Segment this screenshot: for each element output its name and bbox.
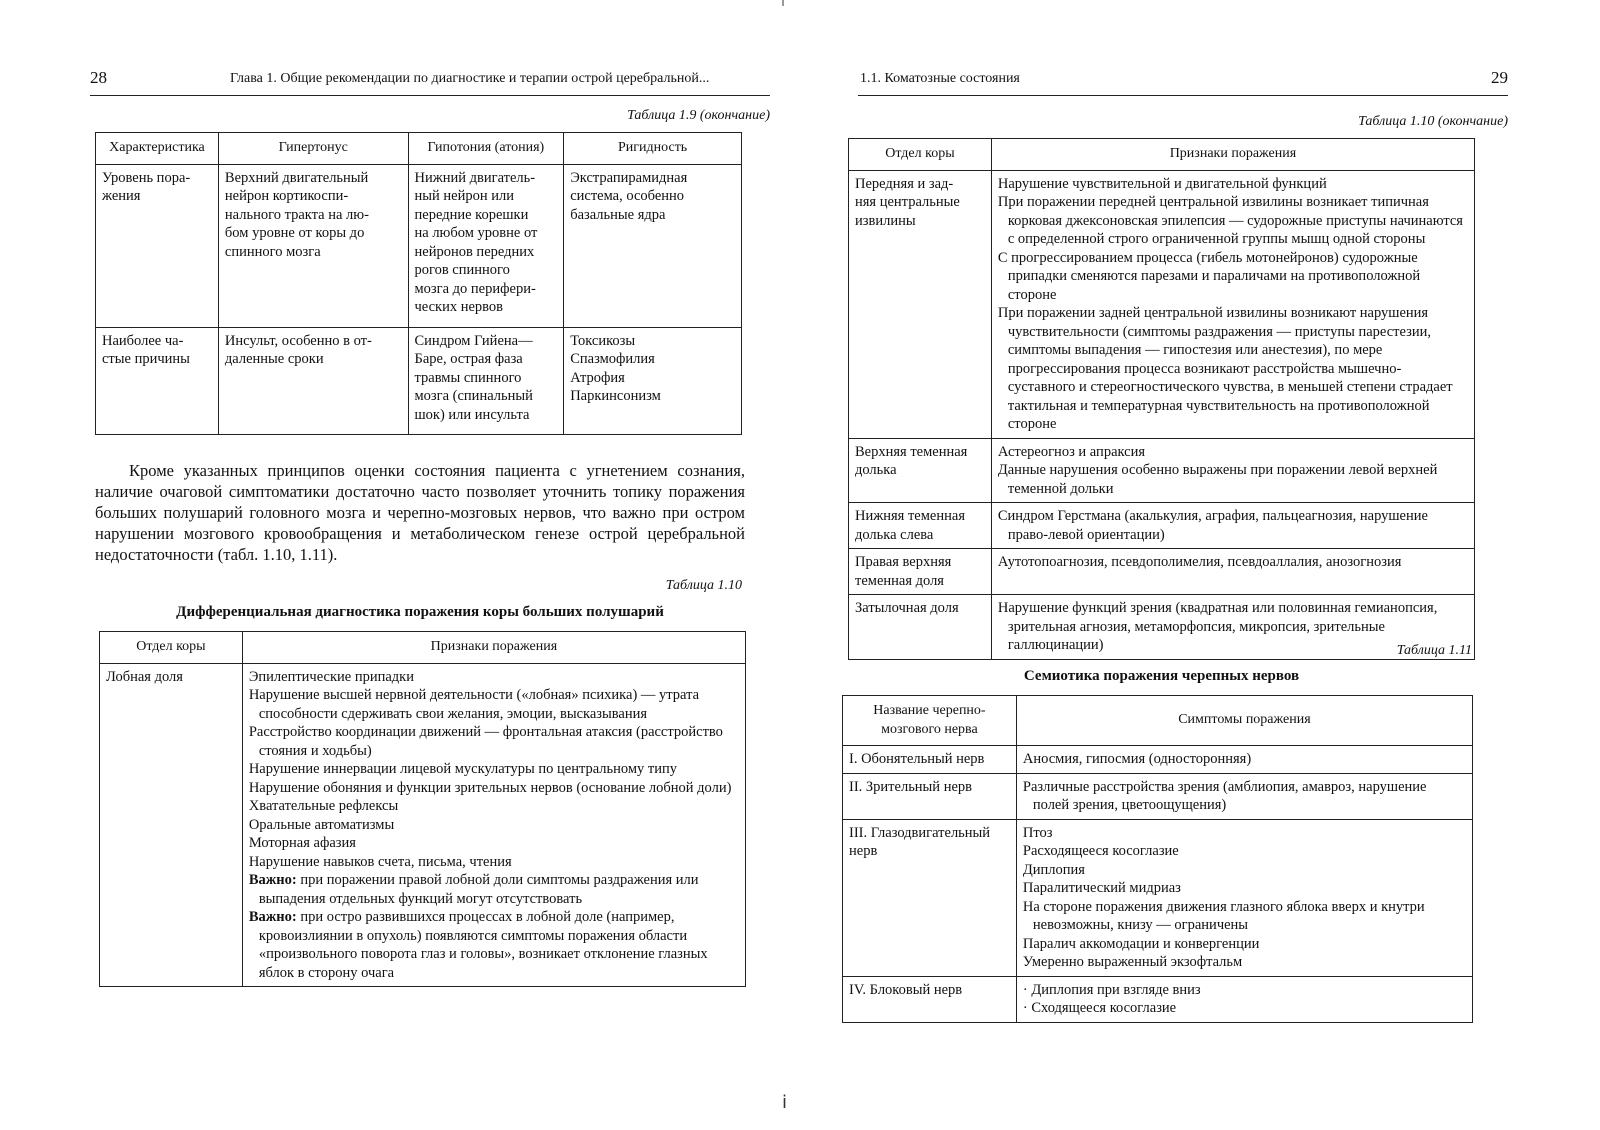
table-row — [96, 164, 742, 327]
cell-line: ный нейрон или — [414, 188, 514, 204]
running-title: 1.1. Коматозные состояния — [860, 71, 1020, 86]
sign-item — [249, 723, 739, 760]
symptom-item: · Сходящееся косоглазие — [1022, 1000, 1177, 1016]
symptom-item: Расходящееся косоглазие — [1022, 843, 1179, 859]
important-label: Важно: — [248, 909, 297, 925]
cell-line: базальные ядра — [570, 206, 666, 223]
table-cell — [843, 773, 1017, 819]
cell-line: Уровень пора- — [102, 169, 191, 186]
running-head-right — [858, 66, 1508, 96]
table-cell — [843, 976, 1017, 1022]
table-title: Дифференциальная диагностика поражения коры больших полушарий — [176, 604, 664, 620]
cell-line: III. Глазодвигательный — [849, 824, 991, 841]
sign-item — [249, 797, 739, 816]
sign-item — [249, 908, 739, 982]
column-header: Гипертонус — [218, 133, 408, 165]
cell-line: Атрофия — [570, 369, 625, 386]
table-cell — [843, 819, 1017, 976]
table-cell — [218, 164, 408, 327]
cell-line: Баре, острая фаза — [414, 351, 523, 367]
cell-line: Паркинсонизм — [570, 388, 661, 404]
table-1-10-end — [848, 138, 1475, 660]
table-cell — [96, 327, 219, 435]
cell-line: Токсикозы — [570, 332, 636, 349]
cell-line: на любом уровне от — [414, 225, 538, 241]
table-cell — [96, 164, 219, 327]
column-header: Признаки поражения — [242, 632, 745, 664]
cell-line: Синдром Гийена— — [414, 332, 533, 349]
column-header: Гипотония (атония) — [408, 133, 564, 165]
body-paragraph: Кроме указанных принципов оценки состояния пациента с угнетением сознания, наличие очаговой симптоматики достаточно часто позволяет уточнить топику поражения больших полушарий головного мозга и черепно-мозговых нервов, что важно при остром нарушении мозгового кровообращения и метаболическом генезе острой церебральной недостаточности (табл. 1.10, 1.11). — [95, 461, 745, 564]
sign-item — [249, 686, 739, 723]
cell-line: Нижний двигатель- — [414, 169, 536, 186]
column-header: Отдел коры — [849, 139, 992, 171]
right-page — [849, 0, 1508, 1130]
sign-item: Нарушение функций зрения (квадратная или половинная гемианопсия, зрительная агнозия, метаморфопсия, микропсия, зрительные галлюцинации) — [997, 600, 1438, 653]
sign-text: Хватательные рефлексы — [248, 798, 399, 814]
sign-text: Оральные автоматизмы — [248, 816, 395, 833]
table-row — [843, 976, 1473, 1022]
table-caption: Таблица 1.9 (окончание) — [627, 108, 770, 123]
cell-line: Верхняя теменная — [855, 443, 968, 460]
cell-line: ческих нервов — [414, 299, 503, 315]
sign-text: Нарушение иннервации лицевой мускулатуры по центральному типу — [248, 761, 678, 777]
table-caption: Таблица 1.10 — [665, 578, 742, 593]
cell-line: Верхний двигательный — [224, 169, 369, 186]
table-row — [96, 327, 742, 435]
cell-line: извилины — [855, 212, 916, 229]
symptom-item: Аносмия, гипосмия (односторонняя) — [1022, 751, 1252, 767]
column-header: Отдел коры — [100, 632, 243, 664]
sign-item: При поражении передней центральной извилины возникает типичная корковая джексоновская эпилепсия — судорожные приступы начинаются с определенной строго ограниченной группы мышц одной стороны — [997, 194, 1463, 247]
running-title: Глава 1. Общие рекомендации по диагностике и терапии острой церебральной... — [230, 71, 710, 86]
symptom-item: Диплопия — [1022, 861, 1085, 878]
cell-line: Инсульт, особенно в от- — [224, 332, 372, 349]
symptom-item: Различные расстройства зрения (амблиопия, амавроз, нарушение полей зрения, цветоощущения) — [1022, 778, 1427, 813]
sign-text: при остро развившихся процессах в лобной доле (например, кровоизлиянии в опухоль) появляются симптомы поражения области «произвольного поворота глаз и головы», возникает отклонение глазных яблок в сторону очага — [258, 909, 708, 981]
table-row — [849, 170, 1475, 438]
left-page — [90, 0, 770, 1130]
cell-line: II. Зрительный нерв — [849, 778, 972, 795]
table-row — [843, 819, 1473, 976]
cell-line: нейронов передних — [414, 243, 535, 260]
sign-item: Синдром Герстмана (акалькулия, аграфия, пальцеагнозия, нарушение право-левой ориентации) — [997, 508, 1428, 543]
cell-line: Передняя и зад- — [855, 175, 954, 192]
cell-line: мозга (спинальный — [414, 388, 533, 404]
table-cell — [849, 549, 992, 595]
cell-line: Затылочная доля — [855, 600, 959, 616]
cell-line: няя центральные — [855, 194, 960, 210]
column-header: Характеристика — [96, 133, 219, 165]
sign-text: при поражении правой лобной доли симптомы раздражения или выпадения отдельных функций могут отсутствовать — [258, 872, 699, 907]
cell-line: спинного мозга — [224, 243, 321, 260]
table-cell — [849, 595, 992, 660]
cell-line: система, особенно — [570, 188, 685, 204]
column-header: Признаки поражения — [991, 139, 1474, 171]
table-cell — [1016, 976, 1472, 1022]
table-cell — [991, 438, 1474, 503]
cell-line: стые причины — [102, 351, 190, 367]
cell-line: долька слева — [855, 526, 934, 543]
table-row — [100, 663, 746, 987]
cell-line: долька — [855, 462, 897, 478]
sign-item: С прогрессированием процесса (гибель мотонейронов) судорожные припадки сменяются парезами и параличами на противоположной стороне — [997, 249, 1421, 303]
table-cell — [242, 663, 745, 987]
table-1-10 — [99, 631, 746, 987]
sign-item — [249, 760, 739, 779]
page-number: 28 — [90, 68, 107, 87]
cell-line: мозга до перифери- — [414, 280, 536, 297]
cell-line: даленные сроки — [224, 351, 324, 367]
table-cell — [1016, 773, 1472, 819]
table-1-11 — [842, 695, 1473, 1023]
important-label: Важно: — [248, 872, 297, 888]
sign-item — [249, 834, 739, 853]
sign-item: При поражении задней центральной извилины возникают нарушения чувствительности (симптомы раздражения — приступы парестезии, симптомы выпадения — гипостезия или анестезия), по мере прогрессирования процесса возникают расстройства мышечно-суставного и стереогностического чувства, в меньшей степени страдает тактильная и температурная чувствительность на противоположной стороне — [997, 305, 1453, 432]
table-row — [849, 438, 1475, 503]
table-cell — [991, 549, 1474, 595]
table-cell — [843, 746, 1017, 774]
table-1-9 — [95, 132, 742, 435]
table-row — [849, 503, 1475, 549]
sign-item — [249, 668, 739, 687]
table-cell: Лобная доля — [100, 663, 243, 987]
cell-line: Нижняя теменная — [855, 508, 965, 524]
column-header: Ригидность — [564, 133, 742, 165]
table-cell — [849, 438, 992, 503]
table-cell — [849, 170, 992, 438]
table-cell — [564, 327, 742, 435]
table-cell — [564, 164, 742, 327]
table-cell — [1016, 746, 1472, 774]
symptom-item: Умеренно выраженный экзофтальм — [1022, 954, 1243, 970]
sign-item — [249, 871, 739, 908]
sign-text: Расстройство координации движений — фронтальная атаксия (расстройство стояния и ходьбы) — [248, 724, 723, 759]
cell-line: травмы спинного — [414, 369, 522, 386]
column-header: Симптомы поражения — [1016, 696, 1472, 746]
cell-line: нального тракта на лю- — [224, 206, 369, 223]
cell-line: жения — [102, 188, 141, 204]
cell-line: IV. Блоковый нерв — [849, 981, 963, 998]
cell-line: шок) или инсульта — [414, 406, 530, 423]
symptom-item: Паралич аккомодации и конвергенции — [1022, 935, 1260, 952]
table-cell — [849, 503, 992, 549]
table-caption: Таблица 1.11 — [1396, 643, 1472, 658]
sign-text: Нарушение высшей нервной деятельности («лобная» психика) — утрата способности сдерживать свои желания, эмоции, высказывания — [248, 687, 700, 722]
symptom-item: Птоз — [1022, 824, 1053, 841]
cell-line: нейрон кортикоспи- — [224, 188, 349, 204]
gutter-mark: ⅰ — [782, 1092, 788, 1112]
symptom-item: На стороне поражения движения глазного яблока вверх и кнутри невозможны, книзу — ограничены — [1022, 898, 1425, 933]
sign-item: Астереогноз и апраксия — [997, 443, 1146, 460]
table-row — [843, 773, 1473, 819]
sign-item: Нарушение чувствительной и двигательной функций — [997, 175, 1327, 192]
sign-text: Моторная афазия — [248, 835, 356, 851]
sign-item: Данные нарушения особенно выражены при поражении левой верхней теменной дольки — [997, 462, 1438, 497]
table-cell — [408, 327, 564, 435]
sign-text: Нарушение навыков счета, письма, чтения — [248, 853, 512, 870]
table-title: Семиотика поражения черепных нервов — [1023, 668, 1300, 684]
page-number: 29 — [1491, 68, 1508, 87]
symptom-item: Паралитический мидриаз — [1022, 880, 1181, 896]
cell-line: I. Обонятельный нерв — [849, 751, 985, 767]
table-cell — [218, 327, 408, 435]
sign-item: Аутотопоагнозия, псевдополимелия, псевдоаллалия, анозогнозия — [997, 554, 1402, 570]
running-head-left — [90, 66, 770, 96]
cell-line: рогов спинного — [414, 262, 510, 278]
table-cell — [1016, 819, 1472, 976]
cell-line: Экстрапирамидная — [570, 169, 688, 186]
cell-line: Наиболее ча- — [102, 332, 184, 349]
sign-text: Нарушение обоняния и функции зрительных нервов (основание лобной доли) — [248, 779, 732, 796]
table-caption: Таблица 1.10 (окончание) — [1358, 114, 1508, 129]
sign-item — [249, 816, 739, 835]
cell-line: бом уровне от коры до — [224, 225, 365, 241]
table-row — [843, 746, 1473, 774]
cell-line: передние корешки — [414, 206, 529, 223]
table-cell — [408, 164, 564, 327]
sign-item — [249, 779, 739, 798]
cell-line: Правая верхняя — [855, 554, 952, 570]
sign-item — [249, 853, 739, 872]
symptom-item: · Диплопия при взгляде вниз — [1022, 981, 1201, 998]
column-header: Название черепно-мозгового нерва — [843, 696, 1017, 746]
cell-line: теменная доля — [855, 572, 944, 589]
sign-text: Эпилептические припадки — [248, 668, 414, 685]
table-cell — [991, 503, 1474, 549]
gutter-tick — [782, 0, 784, 6]
table-cell — [991, 170, 1474, 438]
cell-line: Спазмофилия — [570, 351, 655, 367]
table-row — [849, 549, 1475, 595]
cell-line: нерв — [849, 843, 878, 859]
